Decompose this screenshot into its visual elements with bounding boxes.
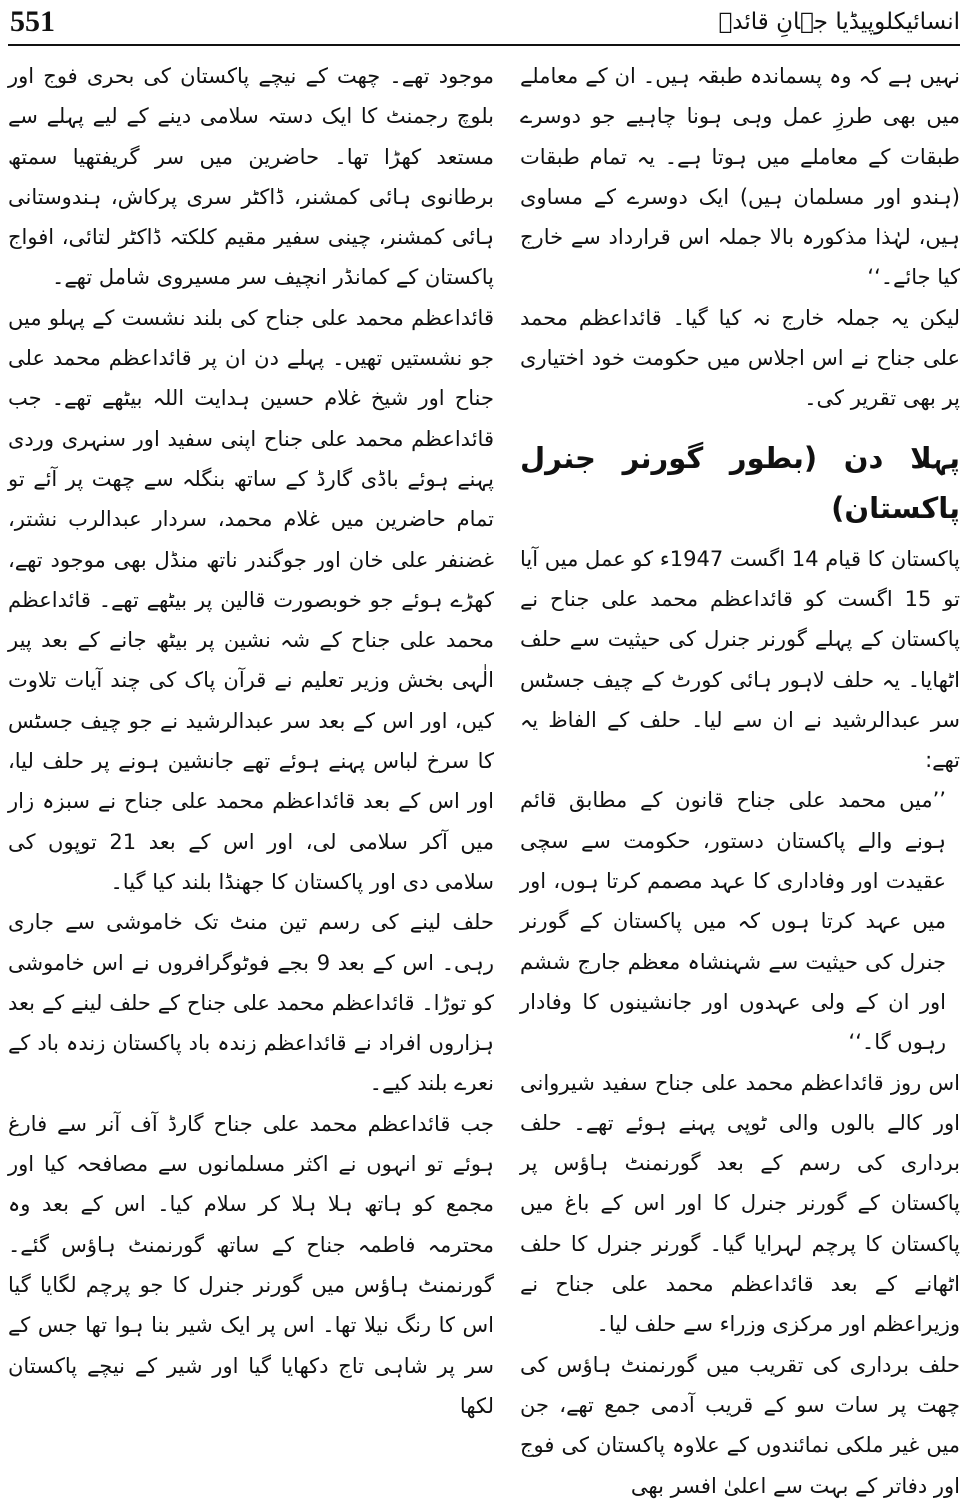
paragraph: نہیں ہے کہ وہ پسماندہ طبقہ ہیں۔ ان کے معاملے میں بھی طرزِ عمل وہی ہونا چاہیے جو دوسرے طبقات کے معاملے میں ہوتا ہے۔ یہ تمام طبقات (ہندو اور مسلمان ہیں) ایک دوسرے کے مساوی ہیں، لہٰذا مذکورہ بالا جملہ اس قرارداد سے خارج کیا جائے۔‘‘	[520, 64, 960, 290]
left-column	[8, 56, 494, 1418]
right-column	[520, 56, 960, 1498]
paragraph: موجود تھے۔ چھت کے نیچے پاکستان کی بحری فوج اور بلوچ رجمنٹ کا ایک دستہ سلامی دینے کے لیے پہلے سے مستعد کھڑا تھا۔ حاضرین میں سر گریفتھیا سمتھ برطانوی ہائی کمشنر، ڈاکٹر سری پرکاش، ہندوستانی ہائی کمشنر، چینی سفیر مقیم کلکتہ ڈاکٹر لتائی، افواج پاکستان کے کمانڈر انچیف سر مسیروی شامل تھے۔	[8, 64, 494, 290]
paragraph: حلف لینے کی رسم تین منٹ تک خاموشی سے جاری رہی۔ اس کے بعد 9 بجے فوٹوگرافروں نے اس خاموشی کو توڑا۔ قائداعظم محمد علی جناح کے حلف لینے کے بعد ہزاروں افراد نے قائداعظم زندہ باد پاکستان زندہ باد کے نعرے بلند کیے۔	[8, 910, 494, 1096]
paragraph: پاکستان کا قیام 14 اگست 1947ء کو عمل میں آیا تو 15 اگست کو قائداعظم محمد علی جناح نے پاکستان کے پہلے گورنر جنرل کی حیثیت سے حلف اٹھایا۔ یہ حلف لاہور ہائی کورٹ کے چیف جسٹس سر عبدالرشید نے ان سے لیا۔ حلف کے الفاظ یہ تھے:	[520, 546, 960, 773]
page-number: 551	[10, 5, 55, 38]
paragraph: اس روز قائداعظم محمد علی جناح سفید شیروانی اور کالے بالوں والی ٹوپی پہنے ہوئے تھے۔ حلف برداری کی رسم کے بعد گورنمنٹ ہاؤس پر پاکستان کے گورنر جنرل کا اور اس کے باغ میں پاکستان کا پرچم لہرایا گیا۔ گورنر جنرل کا حلف اٹھانے کے بعد قائداعظم محمد علی جناح نے وزیراعظم اور مرکزی وزراء سے حلف لیا۔	[520, 1070, 960, 1337]
header-divider	[8, 44, 960, 46]
paragraph: قائداعظم محمد علی جناح کی بلند نشست کے پہلو میں جو نشستیں تھیں۔ پہلے دن ان پر قائداعظم محمد علی جناح اور شیخ غلام حسین ہدایت اللہ بیٹھے تھے۔ جب قائداعظم محمد علی جناح اپنی سفید اور سنہری وردی پہنے ہوئے باڈی گارڈ کے ساتھ بنگلہ سے چھت پر آئے تو تمام حاضرین میں غلام محمد، سردار عبدالرب نشتر، غضنفر علی خان اور جوگندر ناتھ منڈل بھی موجود تھے، کھڑے ہوئے جو خوبصورت قالین پر بیٹھے تھے۔ قائداعظم محمد علی جناح کے شہ نشین پر بیٹھ جانے کے بعد پیر الٰہی بخش وزیر تعلیم نے قرآن پاک کی چند آیات تلاوت کیں، اور اس کے بعد سر عبدالرشید نے جو چیف جسٹس کا سرخ لباس پہنے ہوئے تھے جانشین ہونے پر حلف لیا، اور اس کے بعد قائداعظم محمد علی جناح نے سبزہ زار میں آکر سلامی لی، اور اس کے بعد 21 توپوں کی سلامی دی اور پاکستان کا جھنڈا بلند کیا گیا۔	[8, 305, 494, 894]
paragraph: حلف برداری کی تقریب میں گورنمنٹ ہاؤس کی چھت پر سات سو کے قریب آدمی جمع تھے، جن میں غیر ملکی نمائندوں کے علاوہ پاکستان کی فوج اور دفاتر کے بہت سے اعلیٰ افسر بھی	[520, 1352, 960, 1498]
oath-quote: ’’میں محمد علی جناح قانون کے مطابق قائم ہونے والے پاکستان دستور، حکومت سے سچی عقیدت اور وفاداری کا عہد مصمم کرتا ہوں، اور میں عہد کرتا ہوں کہ میں پاکستان کے گورنر جنرل کی حیثیت سے شہنشاہ معظم جارج ششم اور ان کے ولی عہدوں اور جانشینوں کا وفادار رہوں گا۔‘‘	[520, 788, 946, 1055]
running-header-title: انسائیکلوپیڈیا جہانِ قائدؒ	[718, 9, 960, 35]
paragraph: لیکن یہ جملہ خارج نہ کیا گیا۔ قائداعظم محمد علی جناح نے اس اجلاس میں حکومت خود اختیاری پر بھی تقریر کی۔	[520, 305, 960, 411]
paragraph: جب قائداعظم محمد علی جناح گارڈ آف آنر سے فارغ ہوئے تو انہوں نے اکثر مسلمانوں سے مصافحہ کیا اور مجمع کو ہاتھ ہلا ہلا کر سلام کیا۔ اس کے بعد وہ محترمہ فاطمہ جناح کے ساتھ گورنمنٹ ہاؤس گئے۔ گورنمنٹ ہاؤس میں گورنر جنرل کا جو پرچم لگایا گیا اس کا رنگ نیلا تھا۔ اس پر ایک شیر بنا ہوا تھا جس کے سر پر شاہی تاج دکھایا گیا اور شیر کے نیچے پاکستان لکھا	[8, 1111, 494, 1418]
section-heading: پہلا دن (بطور گورنر جنرل پاکستان)	[520, 440, 960, 525]
